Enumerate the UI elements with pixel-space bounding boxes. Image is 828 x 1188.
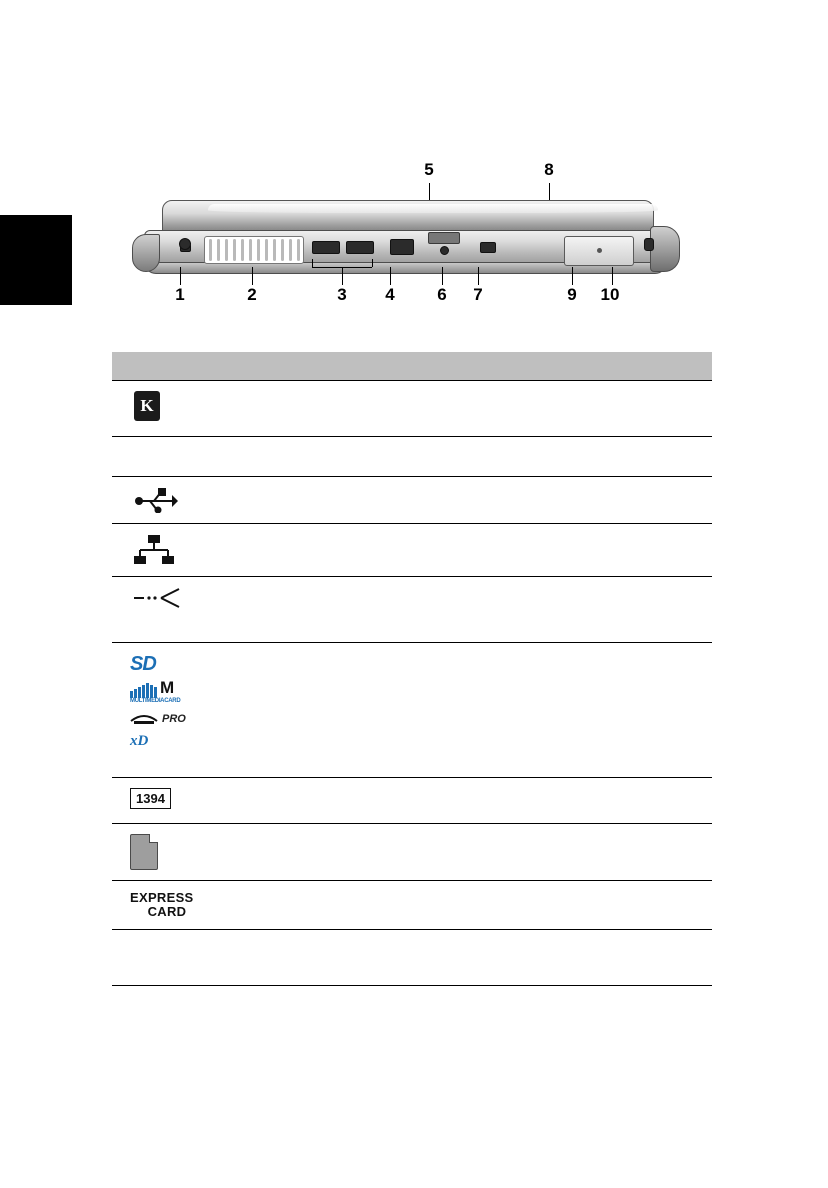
mmc-label: MULTIMEDIACARD — [130, 698, 181, 704]
table-row — [112, 643, 712, 778]
row-text-cell — [204, 437, 712, 457]
row-text-cell — [204, 524, 712, 544]
table-header-row — [112, 352, 712, 381]
table-row — [112, 881, 712, 930]
row-icon-cell — [112, 881, 204, 929]
sim-card-icon — [130, 834, 158, 870]
row-text-cell — [204, 881, 712, 901]
modem-icon — [134, 587, 180, 609]
table-row — [112, 930, 712, 986]
row-icon-cell — [112, 643, 204, 760]
table-row — [112, 381, 712, 437]
row-text-cell — [204, 824, 712, 844]
row-text-cell — [204, 930, 712, 950]
leader-4 — [390, 267, 391, 285]
row-text-cell — [204, 577, 712, 597]
callout-1: 1 — [175, 285, 185, 304]
callout-6: 6 — [437, 285, 447, 304]
express-card-line1: EXPRESS — [130, 890, 194, 905]
ventilation-vents — [204, 236, 304, 264]
row-icon-cell — [112, 930, 204, 950]
row-icon-cell — [112, 778, 204, 819]
modem-port — [440, 246, 449, 255]
callout-10: 10 — [600, 285, 620, 304]
row-text-cell — [204, 778, 712, 798]
table-row — [112, 778, 712, 824]
row-icon-cell — [112, 524, 204, 576]
ethernet-port — [390, 239, 414, 255]
express-card-line2: CARD — [147, 904, 187, 919]
laptop-left-corner — [132, 234, 160, 272]
leader-1 — [180, 267, 181, 285]
callout-3: 3 — [337, 285, 347, 304]
table-row — [112, 824, 712, 881]
figure-notebook-right-view — [112, 155, 712, 335]
leader-10 — [612, 267, 613, 285]
ethernet-icon — [134, 534, 174, 566]
row-text-cell — [204, 477, 712, 497]
ms-pro-label: PRO — [162, 712, 186, 725]
callout-2: 2 — [247, 285, 257, 304]
row-icon-cell — [112, 577, 204, 619]
sd-logo-icon: SD — [130, 653, 156, 675]
callout-8: 8 — [544, 160, 554, 179]
usb-icon — [134, 487, 178, 513]
leader-9 — [572, 267, 573, 285]
callout-9: 9 — [567, 285, 577, 304]
row-text-cell — [204, 643, 712, 663]
card-reader-icon — [130, 653, 196, 750]
table-row — [112, 477, 712, 524]
lid-highlight — [208, 204, 658, 213]
status-indicator — [644, 238, 654, 251]
leader-3-right — [372, 259, 373, 267]
page-margin-tab — [0, 215, 72, 305]
leader-2 — [252, 267, 253, 285]
leader-6 — [442, 267, 443, 285]
xd-logo-icon: xD — [130, 733, 149, 749]
memory-stick-icon — [130, 712, 158, 725]
leader-3-left — [312, 259, 313, 267]
kensington-lock-icon: K — [134, 391, 160, 421]
express-card-icon — [130, 891, 204, 919]
row-icon-cell — [112, 477, 204, 523]
row-text-cell — [204, 381, 712, 401]
mmc-bars-icon — [130, 683, 157, 698]
callout-7: 7 — [473, 285, 483, 304]
leader-3 — [342, 267, 343, 285]
table-row — [112, 524, 712, 577]
row-icon-cell — [112, 824, 204, 880]
card-reader-slot — [428, 232, 460, 244]
ports-description-table — [112, 352, 712, 986]
callout-5: 5 — [424, 160, 434, 179]
row-icon-cell — [112, 437, 204, 457]
callout-4: 4 — [385, 285, 395, 304]
laptop-right-corner — [650, 226, 680, 272]
laptop-illustration — [132, 200, 677, 285]
table-row — [112, 437, 712, 477]
leader-7 — [478, 267, 479, 285]
mmc-m-icon: M — [160, 678, 175, 697]
ieee-1394-port — [480, 242, 496, 253]
kensington-slot-ring — [179, 238, 191, 250]
usb-port-1 — [312, 241, 340, 254]
ieee-1394-icon: 1394 — [130, 788, 171, 809]
table-row — [112, 577, 712, 643]
row-icon-cell — [112, 381, 204, 431]
express-card-slot — [564, 236, 634, 266]
usb-port-2 — [346, 241, 374, 254]
